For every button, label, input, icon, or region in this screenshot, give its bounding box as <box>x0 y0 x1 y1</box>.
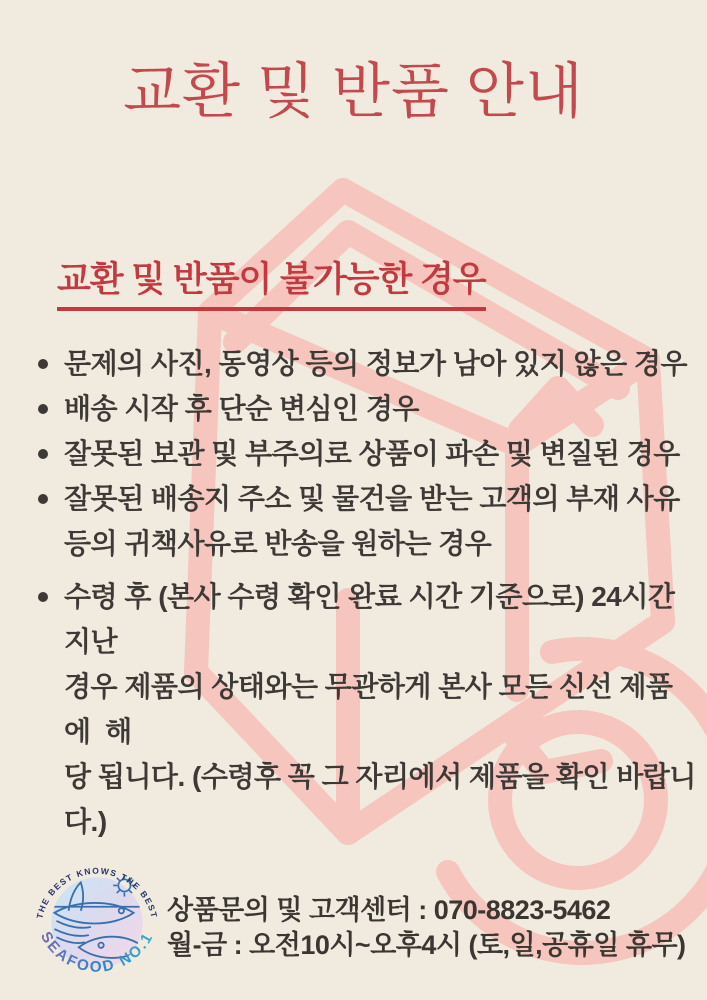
bullet-dot-icon <box>38 592 48 602</box>
bullet-dot-icon <box>38 494 48 504</box>
list-item <box>36 476 696 566</box>
bullet-text: 경우 제품의 상태와는 무관하게 본사 모든 신선 제품에 해 <box>64 671 673 747</box>
bullet-text: 수령 후 (본사 수령 확인 완료 시간 기준으로) 24시간 지난 <box>64 581 682 657</box>
list-item <box>36 341 696 386</box>
bullet-text: 잘못된 배송지 주소 및 물건을 받는 고객의 부재 사유 <box>64 483 680 514</box>
bullet-text: 당 됩니다. (수령후 꼭 그 자리에서 제품을 확인 바랍니다.) <box>64 761 696 837</box>
bullet-text: 문제의 사진, 동영상 등의 정보가 남아 있지 않은 경우 <box>64 348 688 379</box>
logo-arc-bottom-text: SEAFOOD NO.1 <box>36 928 158 976</box>
list-item <box>36 574 696 844</box>
bullet-dot-icon <box>38 359 48 369</box>
logo-arc-top-text: THE BEST KNOWS THE BEST <box>34 865 160 920</box>
bullet-text: 잘못된 보관 및 부주의로 상품이 파손 및 변질된 경우 <box>64 438 680 469</box>
list-item <box>36 431 696 476</box>
policy-bullet-list <box>36 341 696 844</box>
list-item <box>36 386 696 431</box>
customer-center-line: 상품문의 및 고객센터 : 070-8823-5462 <box>167 895 611 925</box>
footer-contact-block <box>167 893 686 963</box>
seafood-brand-logo <box>31 854 163 996</box>
bullet-dot-icon <box>38 404 48 414</box>
section-heading: 교환 및 반품이 불가능한 경우 <box>57 252 486 311</box>
bullet-text: 등의 귀책사유로 반송을 원하는 경우 <box>64 528 492 559</box>
bullet-dot-icon <box>38 449 48 459</box>
bullet-text: 배송 시작 후 단순 변심인 경우 <box>64 393 419 424</box>
business-hours-line: 월-금 : 오전10시~오후4시 (토,일,공휴일 휴무) <box>167 930 686 960</box>
page-title: 교환 및 반품 안내 <box>123 59 584 125</box>
